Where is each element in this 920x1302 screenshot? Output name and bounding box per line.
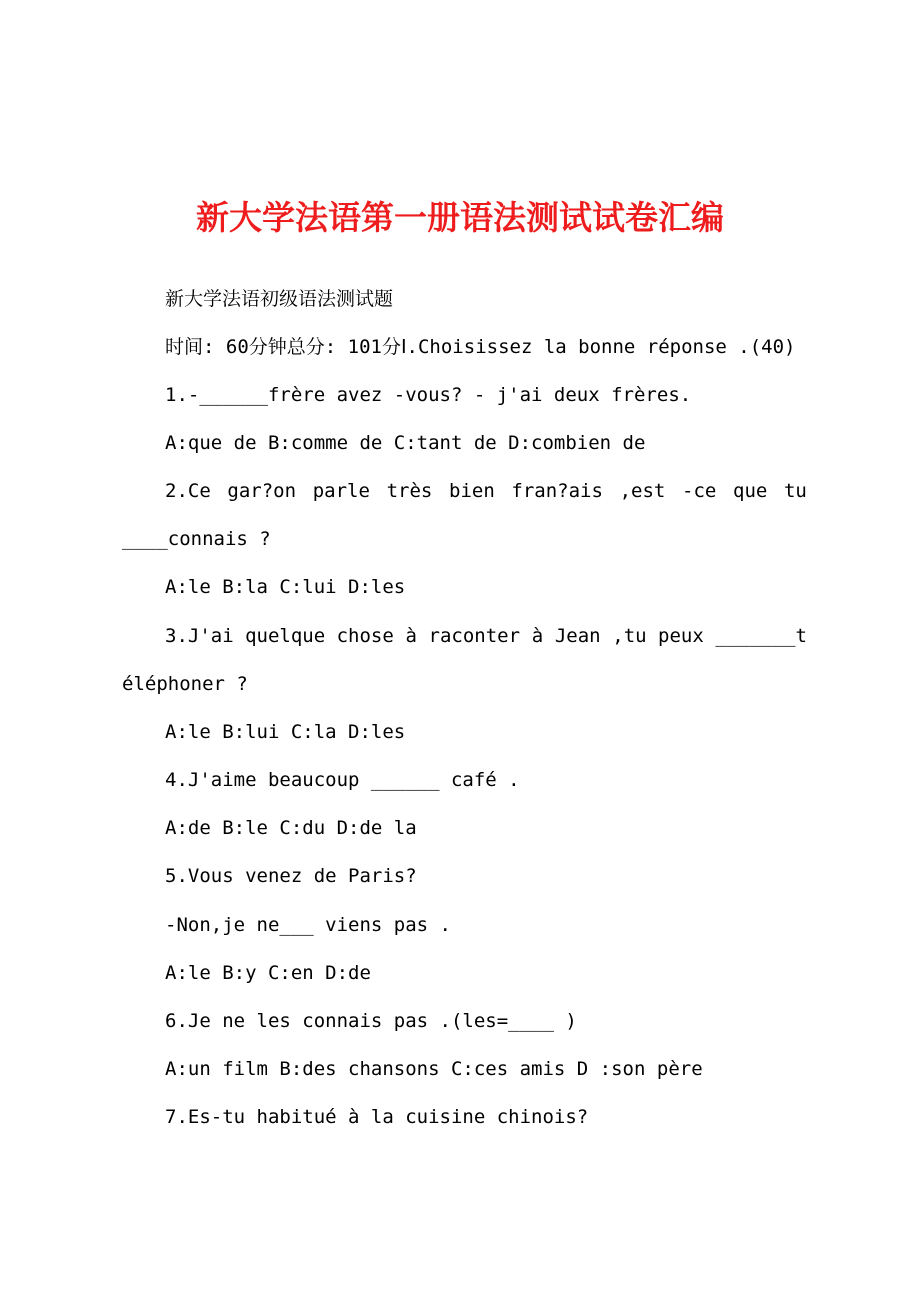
meta-line: 时间: 60分钟总分: 101分Ⅰ.Choisissez la bonne réponse .(40) (165, 336, 796, 358)
question-5: 5.Vous venez de Paris? (165, 865, 417, 887)
question-1-options: A:que de B:comme de C:tant de D:combien de (165, 432, 646, 454)
question-2-continuation: ____connais ? (122, 528, 271, 550)
question-2-word: fran?ais (511, 480, 603, 502)
question-3-options: A:le B:lui C:la D:les (165, 721, 406, 743)
question-2-word: très (386, 480, 433, 502)
question-6: 6.Je ne les connais pas .(les=____ ) (165, 1010, 577, 1032)
question-3-word: ,tu peux (612, 625, 704, 647)
question-2-word: que (733, 480, 768, 502)
document-title: 新大学法语第一册语法测试试卷汇编 (196, 198, 724, 237)
question-3-word: raconter (428, 625, 521, 647)
question-7: 7.Es-tu habitué à la cuisine chinois? (165, 1106, 589, 1128)
subtitle: 新大学法语初级语法测试题 (165, 288, 394, 310)
question-2-word: tu (783, 480, 807, 502)
question-1: 1.-______frère avez -vous? - j'ai deux frères. (165, 384, 692, 406)
question-2-word: gar?on (227, 480, 297, 502)
question-4: 4.J'aime beaucoup ______ café . (165, 769, 520, 791)
question-2-word: ,est (619, 480, 666, 502)
question-3-word: à (531, 625, 544, 647)
question-2-options: A:le B:la C:lui D:les (165, 576, 406, 598)
question-2-word: -ce (682, 480, 717, 502)
question-3-continuation: éléphoner ? (122, 673, 248, 695)
question-3-word: à (405, 625, 417, 647)
question-4-options: A:de B:le C:du D:de la (165, 817, 417, 839)
question-2-word: bien (449, 480, 495, 502)
question-5-reply: -Non,je ne___ viens pas . (165, 914, 451, 936)
question-6-options: A:un film B:des chansons C:ces amis D :son père (165, 1058, 703, 1080)
question-3-word: _______t (715, 625, 807, 647)
question-3-word: 3.J'ai quelque chose (165, 625, 394, 647)
question-3-word: Jean (554, 625, 601, 647)
question-3 (165, 624, 807, 648)
question-2 (165, 479, 807, 503)
question-2-word: parle (312, 480, 370, 502)
question-5-options: A:le B:y C:en D:de (165, 962, 371, 984)
question-2-word: 2.Ce (165, 480, 211, 502)
